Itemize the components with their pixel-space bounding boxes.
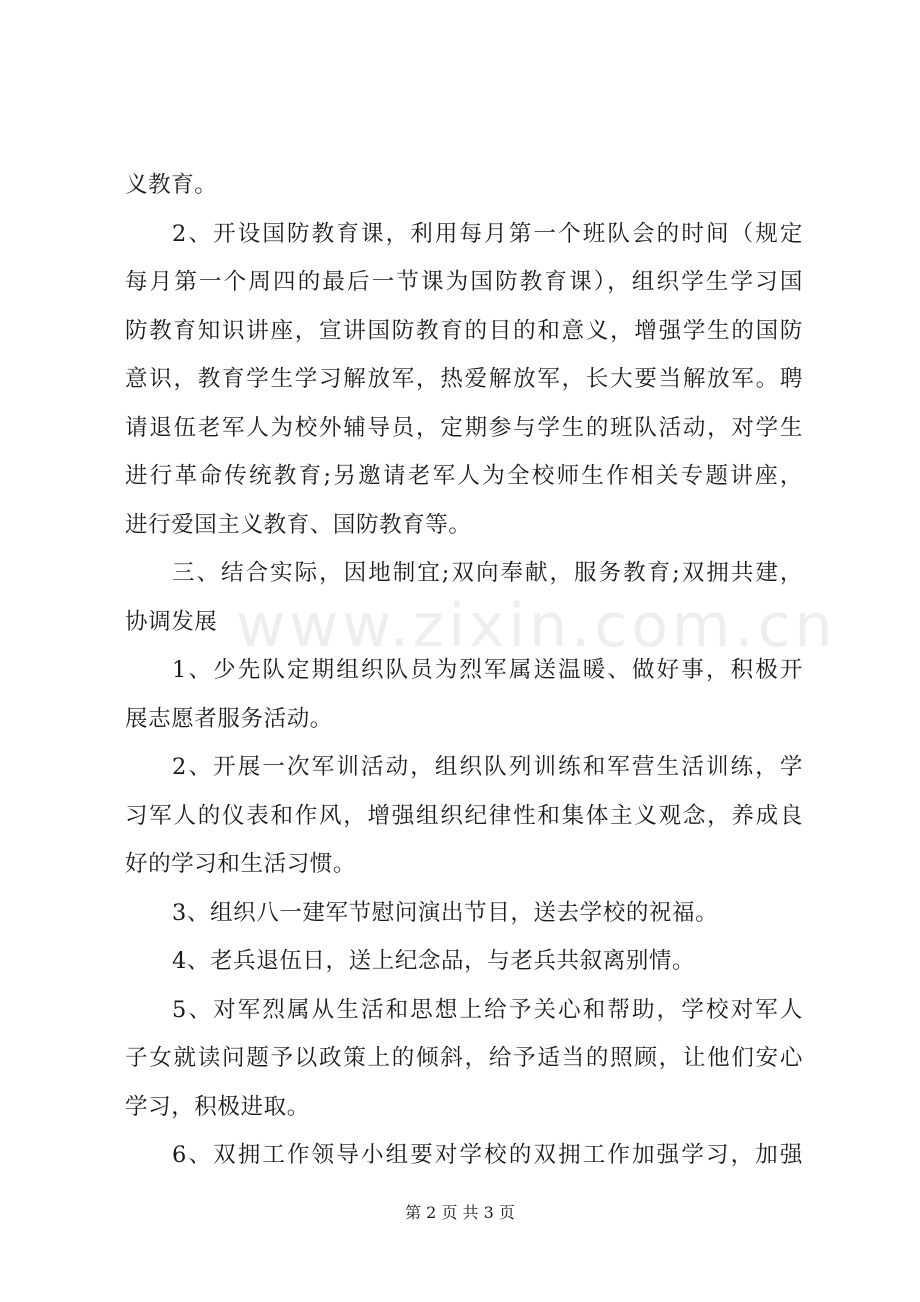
body-line: 意识，教育学生学习解放军，热爱解放军，长大要当解放军。聘: [125, 366, 803, 392]
body-line: 展志愿者服务活动。: [125, 706, 333, 732]
section-heading: 三、结合实际，因地制宜;双向奉献，服务教育;双拥共建，: [172, 560, 803, 586]
body-line: 进行革命传统教育;另邀请老军人为全校师生作相关专题讲座，: [125, 463, 803, 489]
body-line: 2、开展一次军训活动，组织队列训练和军营生活训练，学: [172, 754, 803, 780]
watermark: www.zixin.com.cn: [236, 591, 837, 661]
body-line: 好的学习和生活习惯。: [125, 851, 357, 877]
body-line: 防教育知识讲座，宣讲国防教育的目的和意义，增强学生的国防: [125, 318, 803, 344]
body-line: 进行爱国主义教育、国防教育等。: [125, 512, 472, 538]
body-line: 3、组织八一建军节慰问演出节目，送去学校的祝福。: [172, 900, 719, 926]
body-line: 4、老兵退伍日，送上纪念品，与老兵共叙离别情。: [172, 948, 696, 974]
section-heading: 协调发展: [125, 609, 218, 635]
body-line: 1、少先队定期组织队员为烈军属送温暖、做好事，积极开: [172, 657, 803, 683]
body-line: 5、对军烈属从生活和思想上给予关心和帮助，学校对军人: [172, 997, 803, 1023]
body-line: 2、开设国防教育课，利用每月第一个班队会的时间（规定: [172, 221, 803, 247]
body-line: 子女就读问题予以政策上的倾斜，给予适当的照顾，让他们安心: [125, 1045, 803, 1071]
body-line: 6、双拥工作领导小组要对学校的双拥工作加强学习，加强: [172, 1142, 803, 1168]
body-line: 习军人的仪表和作风，增强组织纪律性和集体主义观念，养成良: [125, 803, 803, 829]
body-line: 义教育。: [125, 172, 218, 198]
body-line: 学习，积极进取。: [125, 1094, 310, 1120]
page-footer: 第 2 页 共 3 页: [405, 1203, 515, 1222]
body-line: 请退伍老军人为校外辅导员，定期参与学生的班队活动，对学生: [125, 415, 803, 441]
body-line: 每月第一个周四的最后一节课为国防教育课），组织学生学习国: [125, 269, 803, 295]
